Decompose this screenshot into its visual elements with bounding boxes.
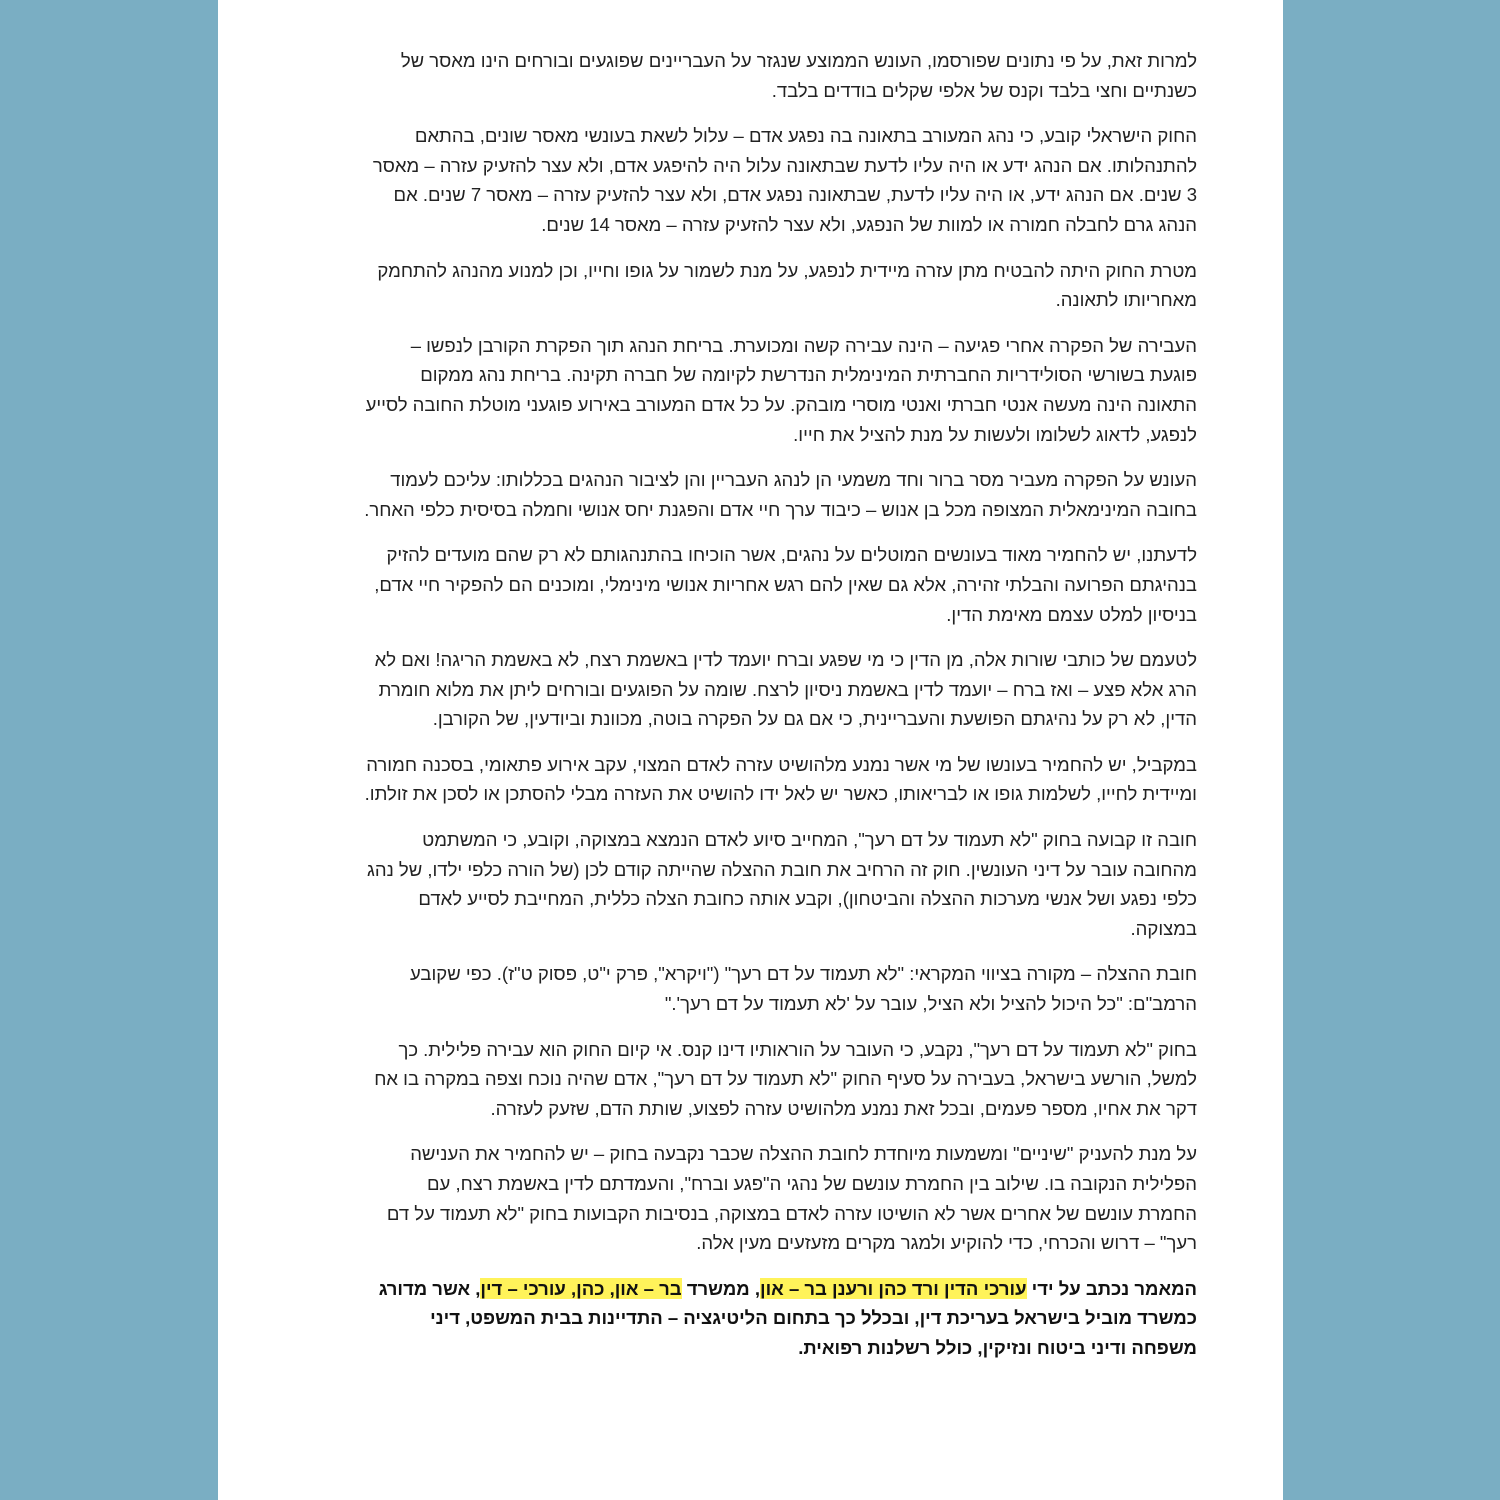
author-credit: [364, 1274, 1197, 1363]
credit-from-firm: , ממשרד: [681, 1277, 761, 1299]
credit-firm-description: , אשר מדורג כמשרד מוביל בישראל בעריכת דין, ובכלל כך בתחום הליטיגציה – התדיינות בבית המשפט, דיני משפחה ודיני ביטוח ונזיקין, כולל רשלנות רפואית.: [378, 1277, 1197, 1358]
article-paragraph-12: על מנת להעניק "שיניים" ומשמעות מיוחדת לחובת ההצלה שכבר נקבעה בחוק – יש להחמיר את הענישה הפלילית הנקובה בו. שילוב בין החמרת עונשם של נהגי ה"פגע וברח", והעמדתם לדין באשמת רצח, עם החמרת עונשם של אחרים אשר לא הושיטו עזרה לאדם במצוקה, בנסיבות הקבועות בחוק "לא תעמוד על דם רעך" – דרוש והכרחי, כדי להוקיע ולמגר מקרים מזעזעים מעין אלה.: [386, 1143, 1197, 1254]
article-paragraph-6: לדעתנו, יש להחמיר מאוד בעונשים המוטלים על נהגים, אשר הוכיחו בהתנהגותם לא רק שהם מועדים להזיק בנהיגתם הפרועה והבלתי זהירה, אלא גם שאין להם רגש אחריות אנושי מינימלי, ומוכנים הם להפקיר חיי אדם, בניסיון למלט עצמם מאימת הדין.: [374, 544, 1197, 625]
article-paragraph-3: מטרת החוק היתה להבטיח מתן עזרה מיידית לנפגע, על מנת לשמור על גופו וחייו, וכן למנוע מהנהג להתחמק מאחריותו לתאונה.: [377, 259, 1197, 311]
article-paragraph-11: בחוק "לא תעמוד על דם רעך", נקבע, כי העובר על הוראותיו דינו קנס. אי קיום החוק הוא עבירה פלילית. כך למשל, הורשע בישראל, בעבירה על סעיף החוק "לא תעמוד על דם רעך", אדם שהיה נוכח וצפה במקרה בו אח דקר את אחיו, מספר פעמים, ובכל זאת נמנע מלהושיט עזרה לפצוע, שותת הדם, שזעק לעזרה.: [374, 1038, 1197, 1119]
document-page: [218, 0, 1283, 1500]
article-paragraph-4: העבירה של הפקרה אחרי פגיעה – הינה עבירה קשה ומכוערת. בריחת הנהג תוך הפקרת הקורבן לנפשו – פוגעת בשורשי הסולידריות החברתית המינימלית הנדרשת לקיומה של חברה תקינה. בריחת נהג ממקום התאונה הינה מעשה אנטי חברתי ואנטי מוסרי מובהק. על כל אדם המעורב באירוע פוגעני מוטלת החובה לסייע לנפגע, לדאוג לשלומו ולעשות על מנת להציל את חייו.: [365, 334, 1197, 445]
article-paragraph-5: העונש על הפקרה מעביר מסר ברור וחד משמעי הן לנהג העבריין והן לציבור הנהגים בכללותו: עליכם לעמוד בחובה המינימאלית המצופה מכל בן אנוש – כיבוד ערך חיי אדם והפגנת יחס אנושי וחמלה בסיסית כלפי האחר.: [364, 469, 1197, 520]
credit-firm-highlight: בר – און, כהן, עורכי – דין: [480, 1277, 682, 1299]
article-body: [364, 46, 1197, 1363]
article-paragraph-1: למרות זאת, על פי נתונים שפורסמו, העונש הממוצע שנגזר על העבריינים שפוגעים ובורחים הינו מאסר של כשנתיים וחצי בלבד וקנס של אלפי שקלים בודדים בלבד.: [400, 50, 1197, 101]
credit-authors-highlight: עורכי הדין ורד כהן ורענן בר – און: [760, 1277, 1027, 1299]
article-paragraph-2: החוק הישראלי קובע, כי נהג המעורב בתאונה בה נפגע אדם – עלול לשאת בעונשי מאסר שונים, בהתאם להתנהלותו. אם הנהג ידע או היה עליו לדעת שבתאונה עלול היה להיפגע אדם, ולא עצר להזעיק עזרה – מאסר 3 שנים. אם הנהג ידע, או היה עליו לדעת, שבתאונה נפגע אדם, ולא עצר להזעיק עזרה – מאסר 7 שנים. אם הנהג גרם לחבלה חמורה או למוות של הנפגע, ולא עצר להזעיק עזרה – מאסר 14 שנים.: [372, 125, 1197, 235]
article-paragraph-7: לטעמם של כותבי שורות אלה, מן הדין כי מי שפגע וברח יועמד לדין באשמת רצח, לא באשמת הריגה! ואם לא הרג אלא פצע – ואז ברח – יועמד לדין באשמת ניסיון לרצח. שומה על הפוגעים ובורחים ליתן את מלוא חומרת הדין, לא רק על נהיגתם הפושעת והעבריינית, כי אם גם על הפקרה בוטה, מכוונת וביודעין, של הקורבן.: [374, 649, 1197, 730]
article-paragraph-9: חובה זו קבועה בחוק "לא תעמוד על דם רעך", המחייב סיוע לאדם הנמצא במצוקה, וקובע, כי המשתמט מהחובה עובר על דיני העונשין. חוק זה הרחיב את חובת ההצלה שהייתה קודם לכן (של הורה כלפי ילדו, של נהג כלפי נפגע ושל אנשי מערכות ההצלה והביטחון), וקבע אותה כחובת הצלה כללית, המחייבת לסייע לאדם במצוקה.: [367, 829, 1197, 939]
credit-intro: המאמר נכתב על ידי: [1026, 1277, 1197, 1299]
article-paragraph-10: חובת ההצלה – מקורה בציווי המקראי: "לא תעמוד על דם רעך" ("ויקרא", פרק י"ט, פסוק ט"ז). כפי שקובע הרמב"ם: "כל היכול להציל ולא הציל, עובר על 'לא תעמוד על דם רעך'.": [410, 963, 1197, 1015]
article-paragraph-8: במקביל, יש להחמיר בעונשו של מי אשר נמנע מלהושיט עזרה לאדם המצוי, עקב אירוע פתאומי, בסכנה חמורה ומיידית לחייו, לשלמות גופו או לבריאותו, כאשר יש לאל ידו להושיט את העזרה מבלי להסתכן או לסכן את זולתו.: [364, 753, 1197, 805]
